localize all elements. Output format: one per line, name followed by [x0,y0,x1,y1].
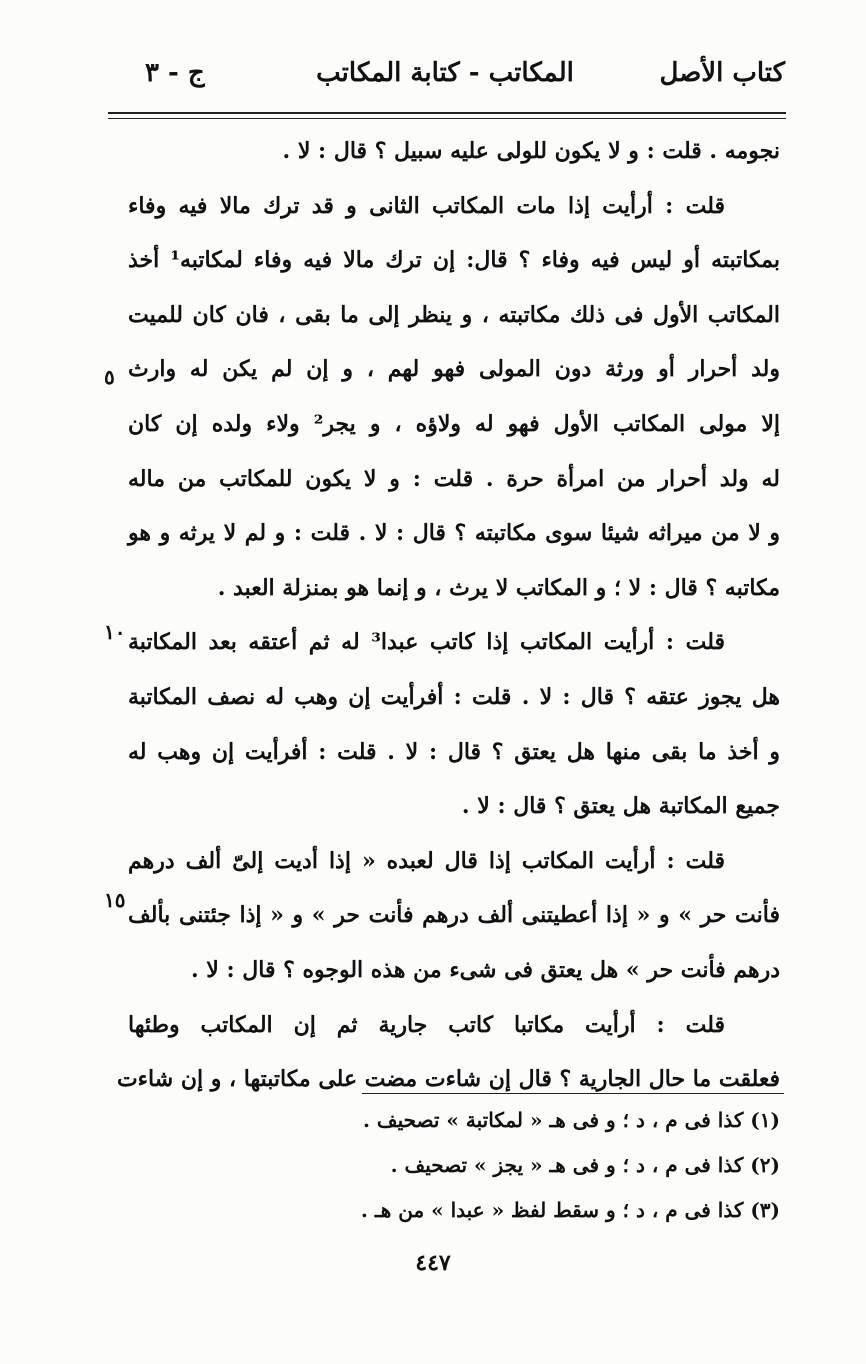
running-header [105,58,785,98]
line-number-15: ١٥ [104,888,126,912]
header-rule-thin [108,118,786,119]
text-line: قلت : أرأيت إذا مات المكاتب الثانى و قد ترك مالا فيه وفاء [128,192,725,219]
volume-label: ج - ٣ [145,58,205,88]
text-line: مكاتبه ؟ قال : لا ؛ و المكاتب لا يرث ، و إنما هو بمنزلة العبد . [217,574,780,601]
text-line: قلت : أرأيت المكاتب إذا قال لعبده « إذا أديت إلىّ ألف درهم [128,847,725,874]
book-title: كتاب الأصل [659,58,785,88]
page-number: ٤٤٧ [415,1250,451,1276]
line-number-5: ٥ [104,365,115,389]
main-text [116,124,780,1107]
footnote-3: (٣) كذا فى م ، د ؛ و سقط لفظ « عبدا » من هـ . [360,1198,780,1222]
text-line: قلت : أرأيت المكاتب إذا كاتب عبدا³ له ثم أعتقه بعد المكاتبة [128,629,725,656]
text-line: نجومه . قلت : و لا يكون للولى عليه سبيل ؟ قال : لا . [282,138,780,164]
header-rule-thick [108,112,786,114]
text-line: قلت : أرأيت مكاتبا كاتب جارية ثم إن المكاتب وطئها [128,1011,725,1038]
text-line: هل يجوز عتقه ؟ قال : لا . قلت : أفرأيت إن وهب له نصف المكاتبة [128,683,780,710]
text-line: فأنت حر » و « إذا أعطيتنى ألف درهم فأنت حر » و « إذا جئتنى بألف [128,902,780,929]
text-line: جميع المكاتبة هل يعتق ؟ قال : لا . [461,793,780,820]
text-line: المكاتب الأول فى ذلك مكاتبته ، و ينظر إلى ما بقى ، فان كان للميت [128,301,780,328]
text-line: له ولد أحرار من امرأة حرة . قلت : و لا يكون للمكاتب من ماله [128,465,780,492]
text-line: بمكاتبته أو ليس فيه وفاء ؟ قال: إن ترك مالا فيه وفاء لمكاتبه¹ أخذ [128,247,780,274]
footnote-1: (١) كذا فى م ، د ؛ و فى هـ « لمكاتبة » تصحيف . [362,1108,780,1132]
text-line: و لا من ميراثه شيئا سوى مكاتبته ؟ قال : لا . قلت : و لم لا يرثه و هو [128,520,780,547]
text-line: و أخذ ما بقى منها هل يعتق ؟ قال : لا . قلت : أفرأيت إن وهب له [128,738,780,765]
text-line: ولد أحرار أو ورثة دون المولى فهو لهم ، و إن لم يكن له وارث [128,356,780,383]
line-number-10: ١٠ [104,620,126,644]
section-title: المكاتب - كتابة المكاتب [316,58,574,88]
text-line: إلا مولى المكاتب الأول فهو له ولاؤه ، و يجر² ولاء ولده إن كان [128,410,780,437]
footnote-2: (٢) كذا فى م ، د ؛ و فى هـ « يجز » تصحيف . [390,1153,780,1177]
text-line: درهم فأنت حر » هل يعتق فى شىء من هذه الوجوه ؟ قال : لا . [190,956,780,983]
text-line: فعلقت ما حال الجارية ؟ قال إن شاءت مضت على مكاتبتها ، و إن شاءت [116,1066,780,1093]
footnote-rule [362,1093,784,1094]
